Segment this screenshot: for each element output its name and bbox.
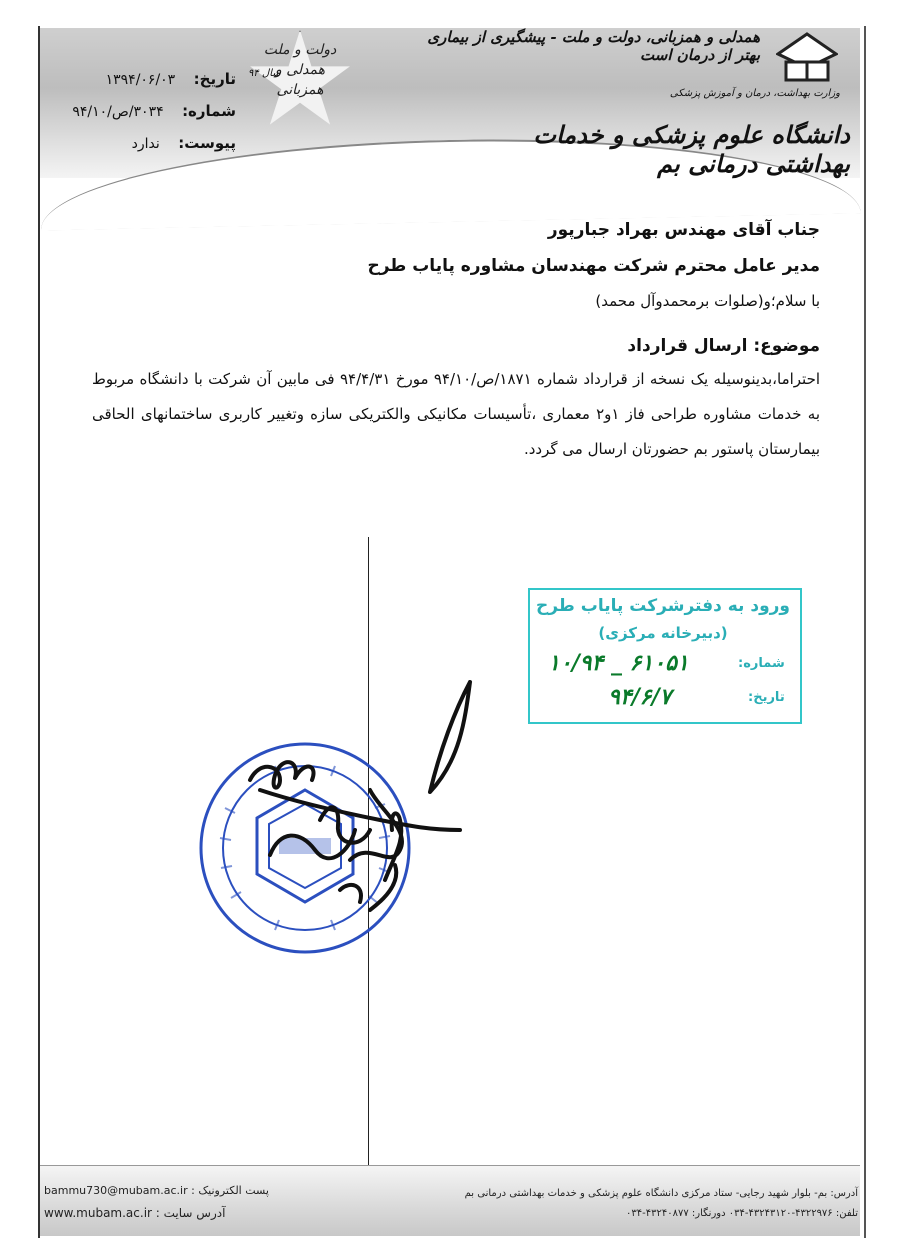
- header-slogan: همدلی و همزبانی، دولت و ملت - پیشگیری از بیماری بهتر از درمان است: [427, 28, 760, 64]
- attachment-row: [132, 134, 236, 152]
- star-line-1: دولت و ملت: [263, 42, 337, 58]
- star-line-2: همدلی و: [275, 62, 325, 78]
- number-value: ۳۰۳۴/ص/۹۴/۱۰: [72, 104, 164, 120]
- footer-website: www.mubam.ac.ir : آدرس سایت: [44, 1206, 226, 1220]
- receipt-date-label: تاریخ:: [748, 690, 785, 705]
- receipt-date-handwritten: ۹۴/۶/۷: [608, 684, 672, 710]
- number-row: [72, 102, 236, 120]
- signature-icon: [220, 680, 490, 930]
- date-value: ۱۳۹۴/۰۶/۰۳: [105, 72, 176, 88]
- letter-body: احتراما،بدینوسیله یک نسخه از قرارداد شماره ۱۸۷۱/ص/۹۴/۱۰ مورخ ۹۴/۴/۳۱ فی مابین آن شرکت با دانشگاه مربوط به خدمات مشاوره طراحی فاز ۱و۲ معماری ،تأسیسات مکانیکی والکتریکی سازه وتغییر کاربری ساختمانهای الحاقی بیمارستان پاستور بم حضورتان ارسال می گردد.: [92, 370, 821, 458]
- ministry-name: وزارت بهداشت، درمان و آموزش پزشکی: [669, 88, 840, 99]
- receipt-number-handwritten: ۱۰/۹۴ _ ۶۱۰۵۱: [548, 650, 689, 676]
- footer-address: آدرس: بم- بلوار شهید رجایی- ستاد مرکزی دانشگاه علوم پزشکی و خدمات بهداشتی درمانی بم: [464, 1188, 858, 1199]
- date-row: [106, 70, 236, 88]
- recipient-title: مدیر عامل محترم شرکت مهندسان مشاوره پایاب طرح: [367, 256, 820, 276]
- subject-line: موضوع: ارسال قرارداد: [627, 336, 820, 356]
- recipient-name: جناب آقای مهندس بهراد جبارپور: [547, 220, 820, 240]
- receipt-number-label: شماره:: [738, 656, 785, 671]
- university-name: دانشگاه علوم پزشکی و خدمات بهداشتی درمانی بم: [533, 120, 850, 178]
- star-line-3: همزبانی: [276, 82, 324, 98]
- number-label: شماره:: [182, 102, 236, 120]
- footer-phone: تلفن: ۴۳۲۲۹۷۶-۴۳۲۴۳۱۲۰-۰۳۴ دورنگار: ۴۳۲۴۰۸۷۷-۰۳۴: [626, 1208, 858, 1219]
- receipt-stamp-title: ورود به دفترشرکت پایاب طرح: [535, 596, 790, 616]
- letterhead-footer: [40, 1165, 860, 1236]
- attachment-label: پیوست:: [178, 134, 236, 152]
- receipt-stamp-subtitle: (دبیرخانه مرکزی): [598, 624, 728, 642]
- star-year: سال ۹۴: [248, 68, 281, 79]
- university-logo-icon: [776, 32, 838, 84]
- greeting: با سلام؛و(صلوات برمحمدوآل محمد): [595, 292, 820, 310]
- attachment-value: ندارد: [131, 136, 160, 152]
- date-label: تاریخ:: [193, 70, 236, 88]
- footer-email: bammu730@mubam.ac.ir : پست الکترونیک: [44, 1184, 269, 1197]
